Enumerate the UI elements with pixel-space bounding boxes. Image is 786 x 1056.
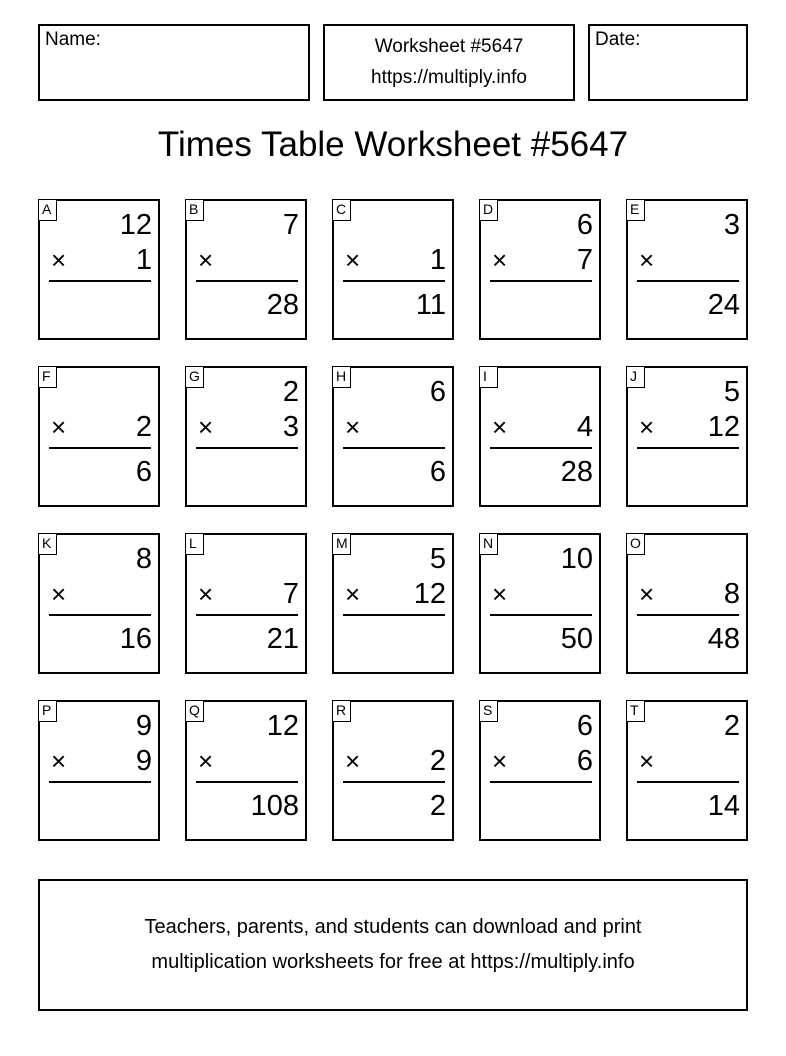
times-sign: ×	[639, 746, 655, 776]
answer-rule	[49, 614, 151, 616]
answer-rule	[637, 280, 739, 282]
problem-letter: K	[38, 533, 57, 555]
multiplier: 12	[413, 578, 446, 610]
problem-card	[38, 199, 160, 340]
answer-rule	[343, 280, 445, 282]
problem-letter: B	[185, 199, 204, 221]
problem-card	[626, 199, 748, 340]
problem-letter: S	[479, 700, 498, 722]
answer-rule	[49, 781, 151, 783]
product: 50	[560, 623, 593, 655]
product: 14	[707, 790, 740, 822]
problem-card	[479, 199, 601, 340]
problem-letter: M	[332, 533, 351, 555]
problem-letter: H	[332, 366, 351, 388]
problem-card	[185, 366, 307, 507]
footer-line-2: multiplication worksheets for free at https://multiply.info	[151, 951, 635, 973]
worksheet-id-box	[323, 24, 575, 101]
answer-rule	[343, 614, 445, 616]
problem-letter: C	[332, 199, 351, 221]
worksheet-url: https://multiply.info	[371, 67, 527, 88]
problem-card	[38, 700, 160, 841]
answer-rule	[637, 614, 739, 616]
multiplicand: 12	[119, 209, 152, 241]
multiplicand: 6	[576, 209, 593, 241]
answer-rule	[196, 781, 298, 783]
problem-card	[332, 533, 454, 674]
answer-rule	[49, 447, 151, 449]
footer-box	[38, 879, 748, 1011]
problem-letter: O	[626, 533, 645, 555]
problem-card	[38, 533, 160, 674]
multiplier: 2	[429, 745, 446, 777]
multiplier: 7	[282, 578, 299, 610]
product: 21	[266, 623, 299, 655]
multiplier: 1	[429, 244, 446, 276]
answer-rule	[343, 781, 445, 783]
product: 28	[560, 456, 593, 488]
problem-card	[626, 533, 748, 674]
worksheet-number: Worksheet #5647	[374, 36, 524, 57]
answer-rule	[637, 447, 739, 449]
date-label: Date:	[595, 29, 641, 50]
times-sign: ×	[345, 412, 361, 442]
answer-rule	[196, 447, 298, 449]
product: 16	[119, 623, 152, 655]
problem-letter: Q	[185, 700, 204, 722]
multiplier: 8	[723, 578, 740, 610]
multiplicand: 3	[723, 209, 740, 241]
problem-card	[332, 366, 454, 507]
problem-card	[332, 199, 454, 340]
times-sign: ×	[639, 245, 655, 275]
name-box	[38, 24, 310, 101]
multiplicand: 6	[429, 376, 446, 408]
multiplier: 2	[135, 411, 152, 443]
product: 2	[429, 790, 446, 822]
problem-card	[479, 700, 601, 841]
name-label: Name:	[45, 29, 101, 50]
product: 11	[415, 289, 446, 321]
product: 6	[429, 456, 446, 488]
multiplier: 3	[282, 411, 299, 443]
problem-card	[185, 533, 307, 674]
multiplicand: 7	[282, 209, 299, 241]
times-sign: ×	[51, 245, 67, 275]
times-sign: ×	[492, 579, 508, 609]
multiplicand: 8	[135, 543, 152, 575]
answer-rule	[490, 280, 592, 282]
problem-letter: E	[626, 199, 645, 221]
multiplier: 7	[576, 244, 593, 276]
times-sign: ×	[639, 412, 655, 442]
multiplicand: 5	[723, 376, 740, 408]
problem-letter: A	[38, 199, 57, 221]
problem-letter: P	[38, 700, 57, 722]
multiplicand: 9	[135, 710, 152, 742]
times-sign: ×	[492, 412, 508, 442]
answer-rule	[490, 447, 592, 449]
times-sign: ×	[198, 245, 214, 275]
times-sign: ×	[492, 245, 508, 275]
times-sign: ×	[345, 746, 361, 776]
times-sign: ×	[198, 746, 214, 776]
answer-rule	[637, 781, 739, 783]
answer-rule	[196, 280, 298, 282]
answer-rule	[49, 280, 151, 282]
multiplicand: 10	[560, 543, 593, 575]
times-sign: ×	[51, 412, 67, 442]
problem-card	[479, 366, 601, 507]
problem-letter: T	[626, 700, 645, 722]
answer-rule	[490, 781, 592, 783]
product: 108	[250, 790, 299, 822]
multiplicand: 12	[266, 710, 299, 742]
problem-card	[626, 700, 748, 841]
product: 6	[135, 456, 152, 488]
problem-letter: I	[479, 366, 498, 388]
times-sign: ×	[345, 579, 361, 609]
multiplier: 12	[707, 411, 740, 443]
times-sign: ×	[198, 412, 214, 442]
date-box	[588, 24, 748, 101]
problem-card	[479, 533, 601, 674]
multiplicand: 6	[576, 710, 593, 742]
times-sign: ×	[345, 245, 361, 275]
multiplicand: 2	[723, 710, 740, 742]
multiplier: 4	[576, 411, 593, 443]
multiplicand: 2	[282, 376, 299, 408]
problem-letter: G	[185, 366, 204, 388]
product: 48	[707, 623, 740, 655]
problem-letter: D	[479, 199, 498, 221]
footer-line-1: Teachers, parents, and students can download and print	[144, 916, 642, 938]
problem-letter: F	[38, 366, 57, 388]
answer-rule	[343, 447, 445, 449]
answer-rule	[490, 614, 592, 616]
times-sign: ×	[492, 746, 508, 776]
times-sign: ×	[639, 579, 655, 609]
problem-card	[626, 366, 748, 507]
page-title: Times Table Worksheet #5647	[157, 125, 629, 164]
product: 24	[707, 289, 740, 321]
times-sign: ×	[198, 579, 214, 609]
answer-rule	[196, 614, 298, 616]
problem-card	[332, 700, 454, 841]
multiplier: 9	[135, 745, 152, 777]
problem-card	[185, 700, 307, 841]
problem-letter: L	[185, 533, 204, 555]
problem-letter: J	[626, 366, 645, 388]
multiplier: 6	[576, 745, 593, 777]
problem-letter: R	[332, 700, 351, 722]
problem-card	[38, 366, 160, 507]
multiplicand: 5	[429, 543, 446, 575]
product: 28	[266, 289, 299, 321]
multiplier: 1	[135, 244, 152, 276]
times-sign: ×	[51, 579, 67, 609]
problem-letter: N	[479, 533, 498, 555]
problem-card	[185, 199, 307, 340]
times-sign: ×	[51, 746, 67, 776]
